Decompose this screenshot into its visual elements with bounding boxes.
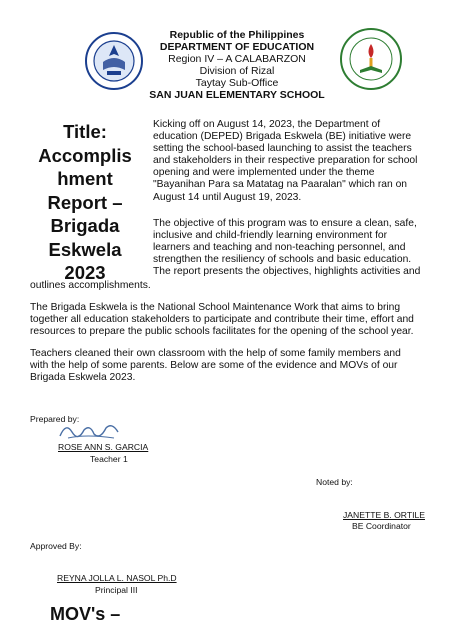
prepared-by-label: Prepared by: xyxy=(30,414,80,424)
approved-by-role: Principal III xyxy=(95,585,138,595)
title-line: Brigada xyxy=(50,215,120,236)
title-line: Report – xyxy=(47,191,123,213)
paragraph-intro xyxy=(153,119,417,204)
paragraph-teachers xyxy=(30,348,401,384)
approved-by-name: REYNA JOLLA L. NASOL Ph.D xyxy=(57,573,177,583)
text-line: August 14 until August 19, 2023. xyxy=(153,191,302,203)
text-line: "Bayanihan Para sa Matatag na Paaralan" which ran on xyxy=(153,179,408,191)
title-line: 2023 xyxy=(64,262,106,283)
document-title xyxy=(30,120,140,285)
text-line: inclusive and child-friendly learning environment for xyxy=(153,230,388,242)
prepared-by-role: Teacher 1 xyxy=(90,454,128,464)
text-line: Kicking off on August 14, 2023, the Department of xyxy=(153,119,381,130)
title-line: Title: xyxy=(63,121,107,142)
paragraph-objective xyxy=(153,218,420,278)
prepared-by-name: ROSE ANN S. GARCIA xyxy=(58,442,149,452)
text-line: together all education stakeholders to participate and contribute their time, effort and xyxy=(30,314,414,326)
text-line: and stakeholders in their respective preparation for school xyxy=(153,155,418,167)
header-republic: Republic of the Philippines xyxy=(169,29,305,41)
text-line: setting the school-based launching to assist the teachers xyxy=(153,143,412,155)
title-line: Accomplis xyxy=(38,144,132,166)
text-line: The objective of this program was to ensure a clean, safe, xyxy=(153,218,417,229)
noted-by-label: Noted by: xyxy=(316,477,353,487)
text-line: The report presents the objectives, highlights activities and xyxy=(153,266,421,278)
text-line: opening and were implemented under the theme xyxy=(153,167,375,179)
paragraph-brigada-definition xyxy=(30,302,414,338)
approved-by-label: Approved By: xyxy=(30,541,82,551)
mov-heading: MOV's – xyxy=(50,604,121,624)
title-line: hment xyxy=(57,168,113,189)
text-line: learners and teaching and non-teaching personnel, and xyxy=(153,242,406,254)
header-division: Division of Rizal xyxy=(199,65,275,77)
header-region: Region IV – A CALABARZON xyxy=(168,53,306,65)
noted-by-role: BE Coordinator xyxy=(352,521,411,531)
text-line: Brigada Eskwela 2023. xyxy=(30,372,136,384)
title-line: Eskwela xyxy=(48,238,122,260)
header-department: DEPARTMENT OF EDUCATION xyxy=(159,41,315,53)
text-line: Teachers cleaned their own classroom with the help of some family members and xyxy=(30,348,401,359)
text-line: with the help of some parents. Below are some of the evidence and MOVs of our xyxy=(30,360,398,372)
header-suboffice: Taytay Sub-Office xyxy=(195,77,279,89)
header-school: SAN JUAN ELEMENTARY SCHOOL xyxy=(149,89,325,101)
paragraph-objective-end: outlines accomplishments. xyxy=(30,280,151,291)
text-line: strengthen the resiliency of schools and basic education. xyxy=(153,254,412,266)
text-line: education (DEPED) Brigada Eskwela (BE) initiative were xyxy=(153,131,412,143)
text-line: resources to prepare the public schools facilitates for the opening of the school year. xyxy=(30,326,414,338)
noted-by-name: JANETTE B. ORTILE xyxy=(343,510,425,520)
text-line: The Brigada Eskwela is the National School Maintenance Work that aims to bring xyxy=(30,302,401,313)
